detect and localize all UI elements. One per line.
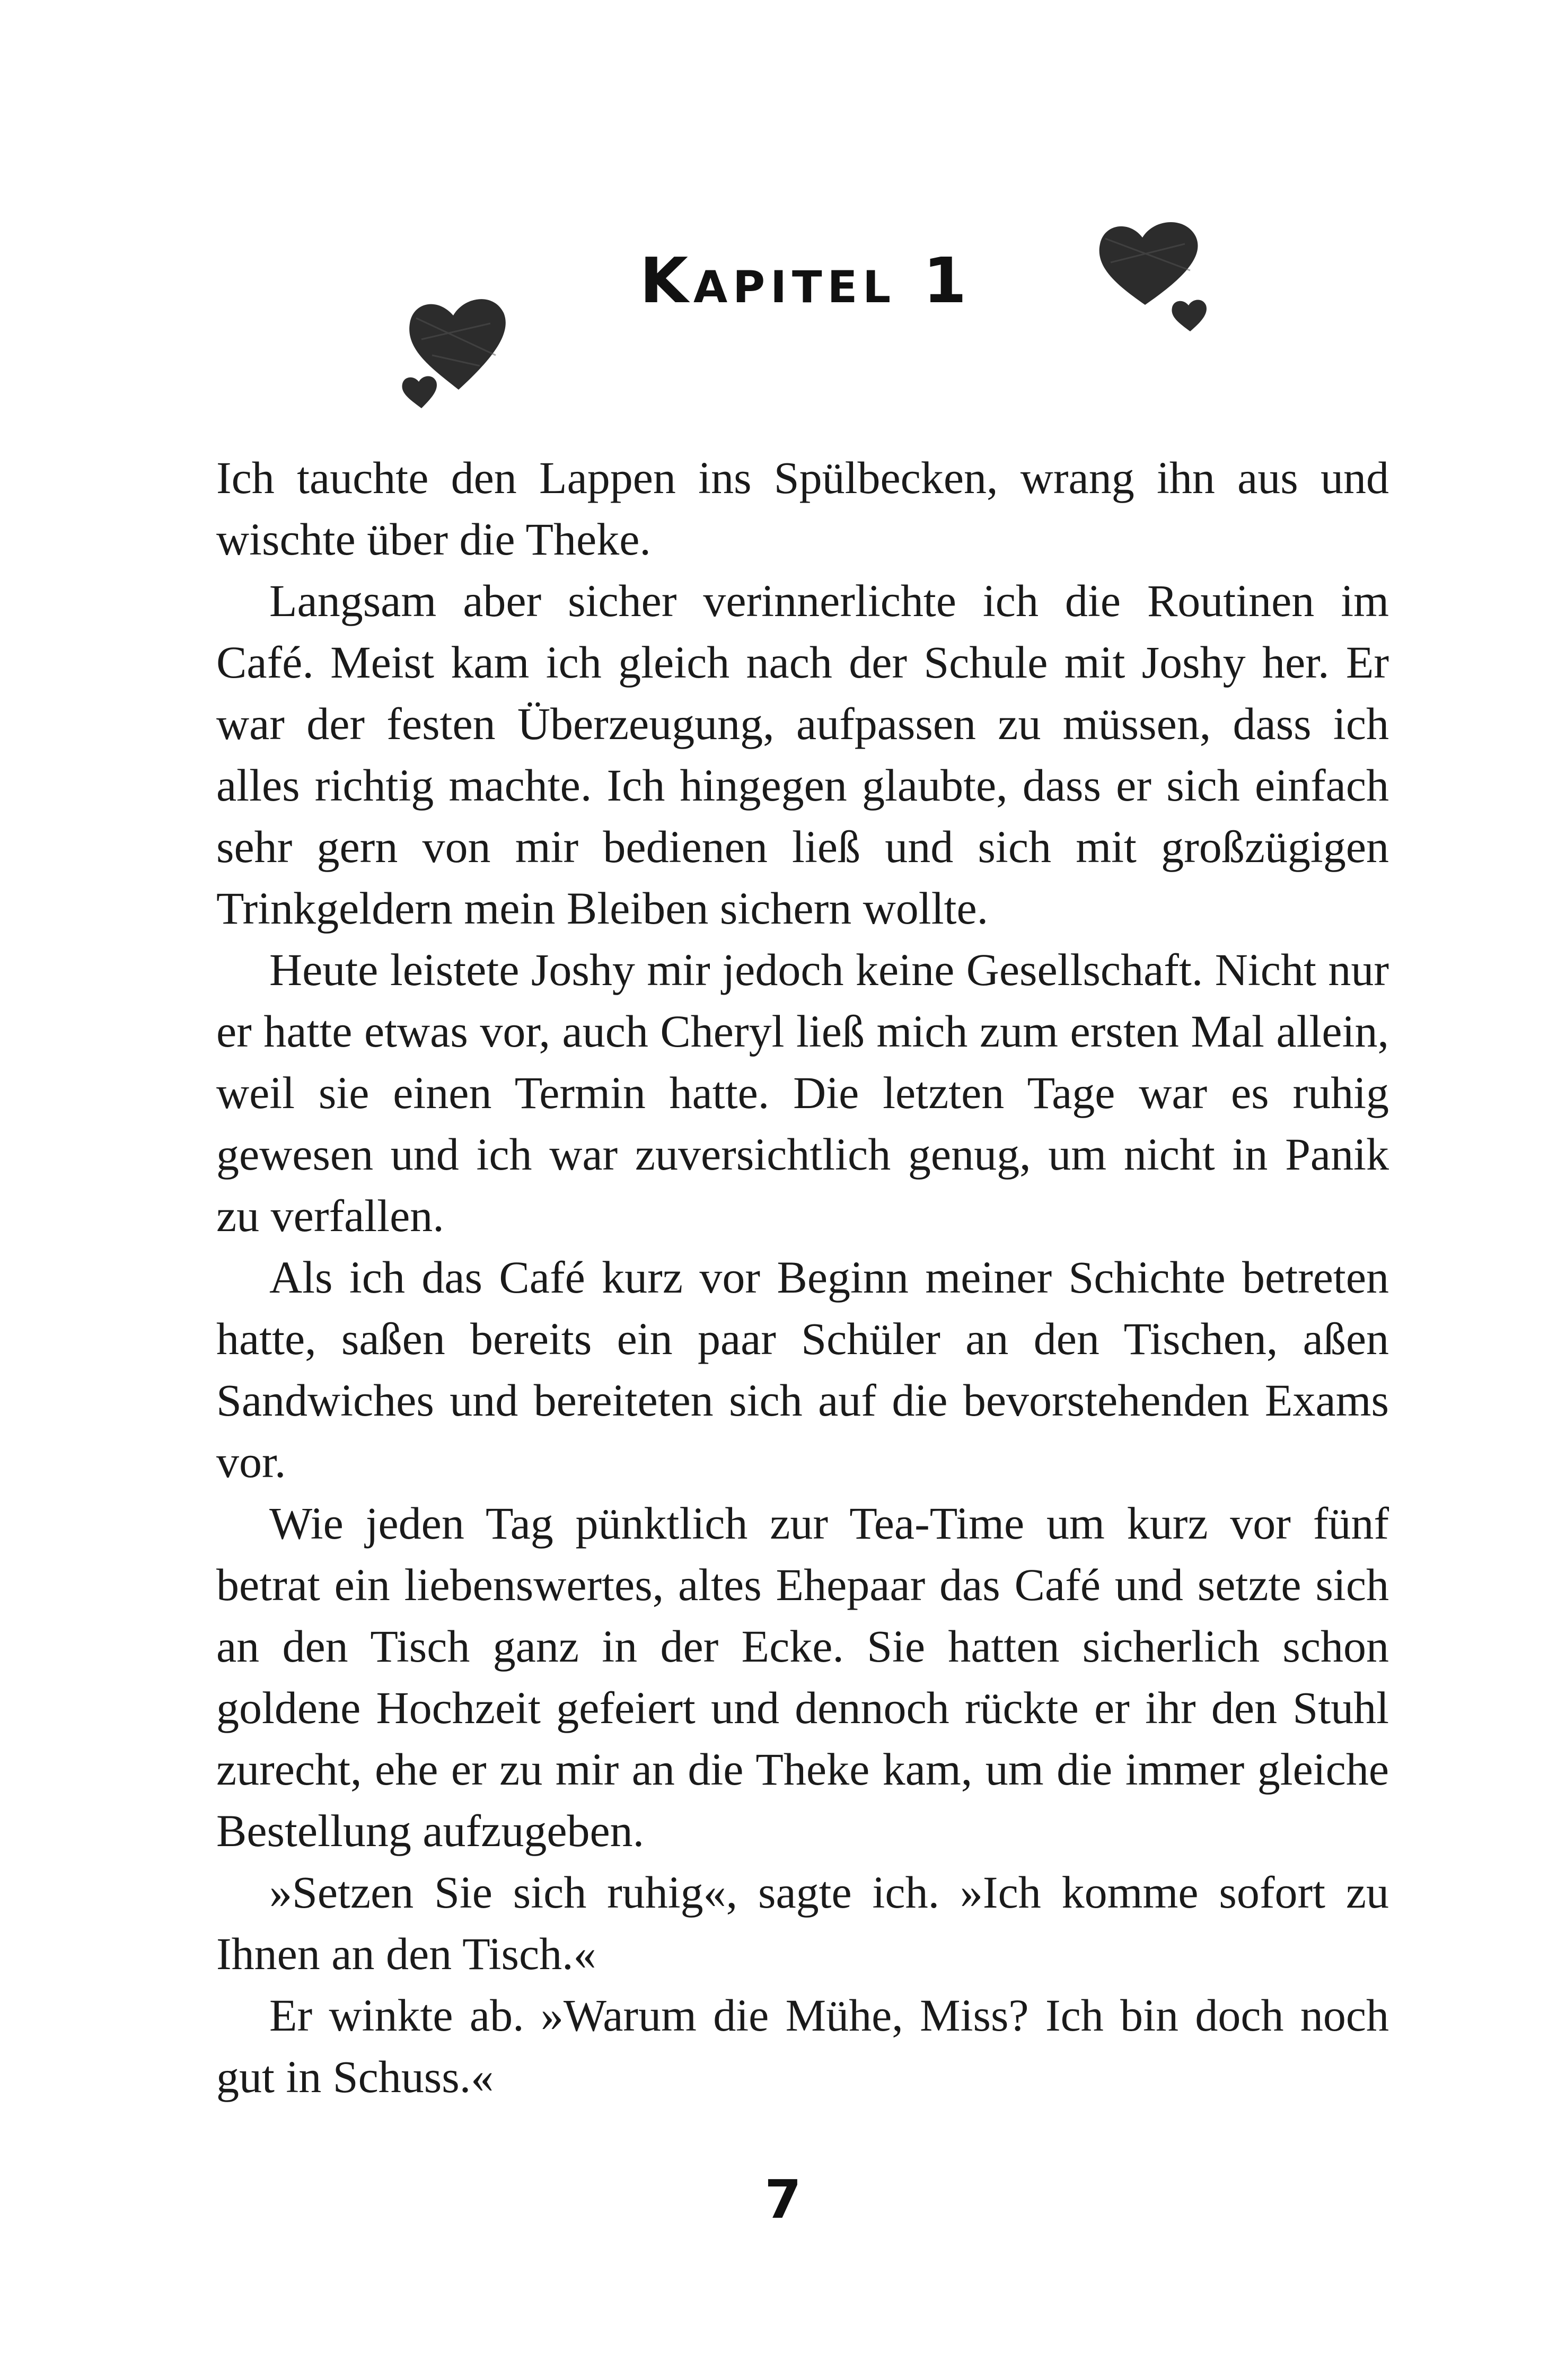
chapter-header bbox=[0, 201, 1566, 424]
heart-icon bbox=[395, 276, 517, 414]
paragraph: Wie jeden Tag pünktlich zur Tea-Time um kurz vor fünf betrat ein liebenswertes, altes Ehepaar das Café und setzte sich an den Tisch ganz in der Ecke. Sie hatten sicherlich schon goldene Hochzeit gefeiert und dennoch rückte er ihr den Stuhl zurecht, ehe er zu mir an die Theke kam, um die immer gleiche Bestellung aufzugeben. bbox=[216, 1498, 1389, 1856]
paragraph: Als ich das Café kurz vor Beginn meiner Schichte betreten hatte, saßen bereits ein paar Schüler an den Tischen, aßen Sandwiches und bereiteten sich auf die bevorstehenden Exams vor. bbox=[216, 1252, 1389, 1487]
paragraph: Er winkte ab. »Warum die Mühe, Miss? Ich bin doch noch gut in Schuss.« bbox=[216, 1990, 1389, 2102]
paragraph: Langsam aber sicher verinnerlichte ich die Routinen im Café. Meist kam ich gleich nach der Schule mit Joshy her. Er war der festen Überzeugung, aufpassen zu müssen, dass ich alles richtig machte. Ich hingegen glaubte, dass er sich einfach sehr gern von mir bedienen ließ und sich mit großzügigen Trinkgeldern mein Bleiben sichern wollte. bbox=[216, 575, 1389, 934]
chapter-body bbox=[216, 447, 1389, 2107]
paragraph: Ich tauchte den Lappen ins Spülbecken, wrang ihn aus und wischte über die Theke. bbox=[216, 452, 1389, 565]
paragraph: Heute leistete Joshy mir jedoch keine Gesellschaft. Nicht nur er hatte etwas vor, auch Cheryl ließ mich zum ersten Mal allein, weil sie einen Termin hatte. Die letzten Tage war es ruhig gewesen und ich war zuversichtlich genug, um nicht in Panik zu verfallen. bbox=[216, 944, 1389, 1241]
chapter-title: Kapitel 1 bbox=[639, 244, 972, 317]
heart-icon bbox=[1089, 212, 1217, 334]
page-number: 7 bbox=[764, 2168, 802, 2230]
paragraph: »Setzen Sie sich ruhig«, sagte ich. »Ich komme sofort zu Ihnen an den Tisch.« bbox=[216, 1867, 1389, 1979]
